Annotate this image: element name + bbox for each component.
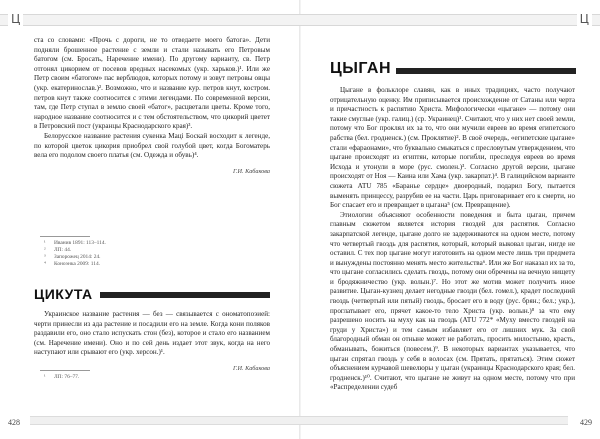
running-head-bar-left <box>0 14 300 26</box>
running-head-left: Ц <box>8 12 23 26</box>
right-page <box>300 0 600 439</box>
running-head-right: Ц <box>577 12 592 26</box>
page-number-left: 428 <box>8 418 20 427</box>
left-top-text <box>34 36 270 176</box>
heading-rule <box>100 292 270 298</box>
footnote: ² ЛП: 44. <box>44 247 72 253</box>
footnote: ¹ Иванив 1891: 113–114. <box>44 240 106 246</box>
right-text <box>330 86 575 404</box>
author-signature: Г.И. Кабакова <box>232 364 270 372</box>
paragraph: Этиологии объясняют особенности поведения и быта цыган, причем главным сюжетом является история гвоздей для распятия. Согласно закарпатской легенде, цыгане долго не задерживаются на одном месте, потому что четвертый гвоздь для распятия, который, который выковал цыган, нигде не оставил. С тех пор цыгане могут изготовить на одном месте лишь три предмета и вынуждены постоянно менять место жительства⁶. Или же Бог наказал их за то, что цыгане согласились сделать гвоздь, потому они обречены на вечную нищету и бродяжничество (укр. волын.)⁷. Но этот же мотив может получить иное развитие. Цыган-кузнец делает негодные гвозди (бел. гомел.), крадет последний гвоздь (четвертый или пятый) гвоздь, бросает его в воду (рус. брян.; бел.; укр.), проглатывает его, прячет какое-то тело Христа (укр. волын.)⁸ за что ему разрешено носить на муху как на гвоздь (ATU 772* «Муху вместо гвоздей на груди у Христа») и тем самым избавляет его от лишних мук. За свой благородный обман он отныне может не работать, просить милостыню, красть, обманывать, божиться (повесем.)⁹. В некоторых вариантах указывается, что цыган спрятал гвоздь у себя в волосах (см. Прятать, прятаться). Этим сюжет объяснением курчавой шевелюры у цыган (украинцы Краснодарского края; бел. гродненск.)¹⁰. Считают, что цыгане не живут на одном месте, потому что при «Распределении судеб <box>330 210 575 392</box>
running-head-bar-right <box>300 14 600 26</box>
heading-rule <box>396 68 576 74</box>
footnote-rule <box>40 236 90 237</box>
footnote: ⁴ Коноэнка 2009: 114. <box>44 261 101 267</box>
footnotes-1 <box>40 236 240 268</box>
paragraph: Цыгане в фольклоре славян, как в иных традициях, часто получают отрицательную оценку. Им приписывается происхождение от Сатаны или черта и причастность к распятию Христа. Мифологически «цыгане» — потому они такие смуглые (укр. галиц.) (ср. Украинец)¹. Считают, что у них нет своей земли, потому что Бог проклял их за то, что они мучили евреев во время египетского рабства (бел. гродненск.) (см. Проклятие)². В своё очередь, «египетские цыгане» стали «фараонами», что буквально смыкаться с пресловутым утверждением, что цыгане происходят из египтян, которые погибли, преследуя евреев во время Исхода и утонули в море (рус. смолен.)³. Согласно другой версии, цыгане происходят от Ноя — Каина или Хама (укр. закарпат.)⁴. В галицийском варианте сюжета ATU 785 «Баранье сердце» двоеродный, подарил Богу, пытается выменять принцессу, разрубив ее на части. Царь приговаривает его к смерти, но Бог спасает его и превращает в цыгана⁵ (см. Превращение). <box>330 86 575 210</box>
footnote-rule <box>40 370 90 371</box>
footnote: ³ Запорожец 2014: 24. <box>44 254 101 260</box>
footer-bar-right <box>300 416 568 425</box>
author-signature: Г.И. Кабакова <box>232 167 270 175</box>
footnote: ¹ ЛП: 76–77. <box>44 374 80 380</box>
paragraph: ста со словами: «Прочь с дороги, не то отведаете моего батога». Дети подняли брошенное растение с земли и стали называть его Петровым батогом (см. Бросать, Наречение имени). По другому варианту, св. Петр отгонял цикорием от посевов вредных насекомых (укр. харьков.)¹. Или же Петр своим «батогом» пас верблюдов, которых потому и зовут петровы овцы (укр. екатеринослав.)². Возможно, что и название кур. петров кнут, костром. петров кнут также соотносится с этими легендами. По современной версии, там, где Петр ступал в землю своей «батог», расцветали цветы. Кроме того, народное название соотносится и с тем обстоятельством, что цикорий цветет в Петровский пост (укранцы Краснодарского края)³. <box>34 36 270 131</box>
paragraph: Украинское название растения — без — связывается с ономатопоэией: черти принесли из ада растение и посадили его на земле. Когда кони поляков раздавили его, оно стало испускать стон (без), которое и стало его названием (см. Наречение имени). Оно и по сей день издает этот звук, когда на него наступают или срывают его (укр. херсон.)¹. <box>34 310 270 357</box>
section-heading-cygan: ЦЫГАН <box>330 60 392 77</box>
section-heading-cikuta: ЦИКУТА <box>34 286 93 302</box>
left-section-text <box>34 310 270 374</box>
paragraph: Белорусское название растения сукенка Маці Боскай восходит к легенде, по которой цветок цикория приобрел свой голубой цвет, когда Богоматерь вела его подолом своего платья (см. Одежда и обувь)⁴. <box>34 131 270 160</box>
footnotes-2 <box>40 370 240 381</box>
footer-bar-left <box>30 416 300 425</box>
page-number-right: 429 <box>580 418 592 427</box>
